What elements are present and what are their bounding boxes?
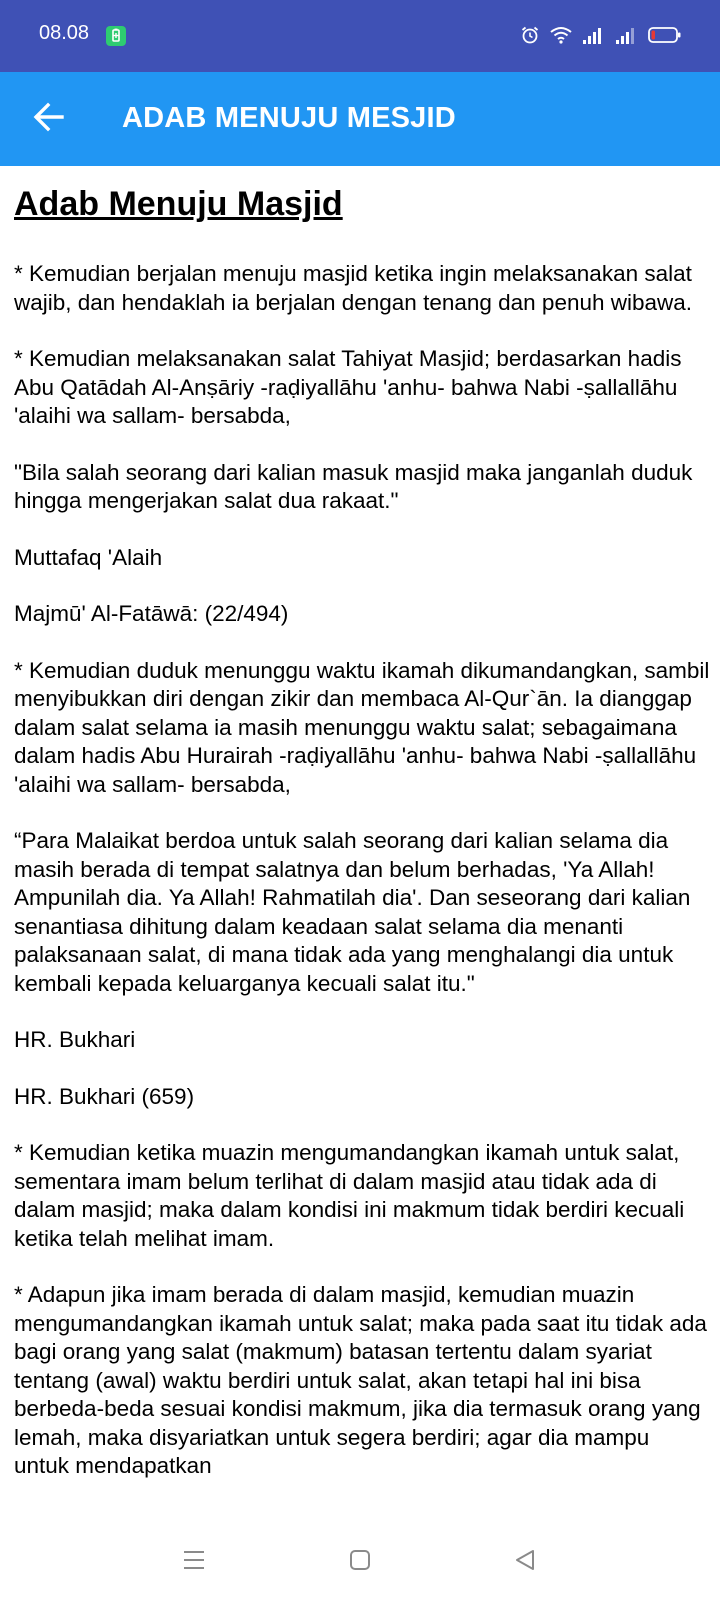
system-back-button[interactable]: [505, 1544, 545, 1580]
article-paragraph: Majmū' Al-Fatāwā: (22/494): [14, 601, 289, 626]
menu-icon: [182, 1548, 206, 1577]
back-triangle-icon: [513, 1548, 537, 1577]
home-square-icon: [348, 1548, 372, 1577]
article-content[interactable]: [14, 166, 710, 1524]
article-paragraph: "Bila salah seorang dari kalian masuk masjid maka janganlah duduk hingga mengerjakan salat dua rakaat.": [14, 459, 693, 513]
status-icons: [520, 22, 682, 48]
article-paragraph: * Adapun jika imam berada di dalam masjid, kemudian muazin mengumandangkan ikamah untuk salat; maka pada saat itu tidak ada bagi orang yang salat (makmum) batasan tertentu dalam syariat tentang (awal) waktu berdiri untuk salat, akan tetapi hal ini bisa berbeda-beda sesuai kondisi makmum, jika dia termasuk orang yang lemah, maka disyariatkan untuk segera berdiri; agar dia mampu untuk mendapatkan: [14, 1282, 707, 1478]
battery-saver-icon: [106, 26, 126, 46]
signal-icon: [582, 25, 606, 45]
status-bar: [0, 0, 720, 72]
recent-apps-button[interactable]: [174, 1544, 214, 1580]
page-title: ADAB MENUJU MESJID: [122, 102, 456, 134]
article-paragraph: “Para Malaikat berdoa untuk salah seorang dari kalian selama dia masih berada di tempat salatnya dan belum berhadas, 'Ya Allah! Ampunilah dia. Ya Allah! Rahmatilah dia'. Dan seseorang dari kalian senantiasa dihitung dalam keadaan salat selama dia menanti palaksanaan salat, di mana tidak ada yang menghalangi dia untuk kembali kepada keluarganya kecuali salat itu.": [14, 828, 691, 996]
app-bar: [0, 72, 720, 166]
signal-icon: [615, 25, 639, 45]
article-paragraph: HR. Bukhari: [14, 1027, 136, 1052]
article-paragraph: HR. Bukhari (659): [14, 1083, 195, 1109]
article-paragraph: * Kemudian duduk menunggu waktu ikamah dikumandangkan, sambil menyibukkan diri dengan zikir dan membaca Al-Qur`ān. Ia dianggap dalam salat selama ia masih menunggu waktu salat; sebagaimana dalam hadis Abu Hurairah -raḍiyallāhu 'anhu- bahwa Nabi -ṣallallāhu 'alaihi wa sallam- bersabda,: [14, 657, 710, 797]
article-body: [14, 260, 710, 1481]
alarm-icon: [520, 25, 540, 45]
article-paragraph: * Kemudian berjalan menuju masjid ketika ingin melaksanakan salat wajib, dan hendaklah ia berjalan dengan tenang dan penuh wibawa.: [14, 261, 693, 315]
battery-icon: [648, 25, 682, 45]
article-heading: Adab Menuju Masjid: [14, 185, 343, 223]
wifi-icon: [549, 25, 573, 45]
home-button[interactable]: [340, 1544, 380, 1580]
article-paragraph: * Kemudian melaksanakan salat Tahiyat Masjid; berdasarkan hadis Abu Qatādah Al-Anṣāriy -raḍiyallāhu 'anhu- bahwa Nabi -ṣallallāhu 'alaihi wa sallam- bersabda,: [14, 346, 682, 428]
arrow-back-icon: [32, 100, 66, 139]
navigation-bar: [0, 1524, 720, 1600]
back-button[interactable]: [22, 92, 76, 146]
article-paragraph: * Kemudian ketika muazin mengumandangkan ikamah untuk salat, sementara imam belum terlihat di dalam masjid atau tidak ada di dalam masjid; maka dalam kondisi ini makmum tidak berdiri kecuali ketika telah melihat imam.: [14, 1140, 685, 1251]
status-time: 08.08: [39, 22, 90, 44]
article-paragraph: Muttafaq 'Alaih: [14, 544, 163, 570]
